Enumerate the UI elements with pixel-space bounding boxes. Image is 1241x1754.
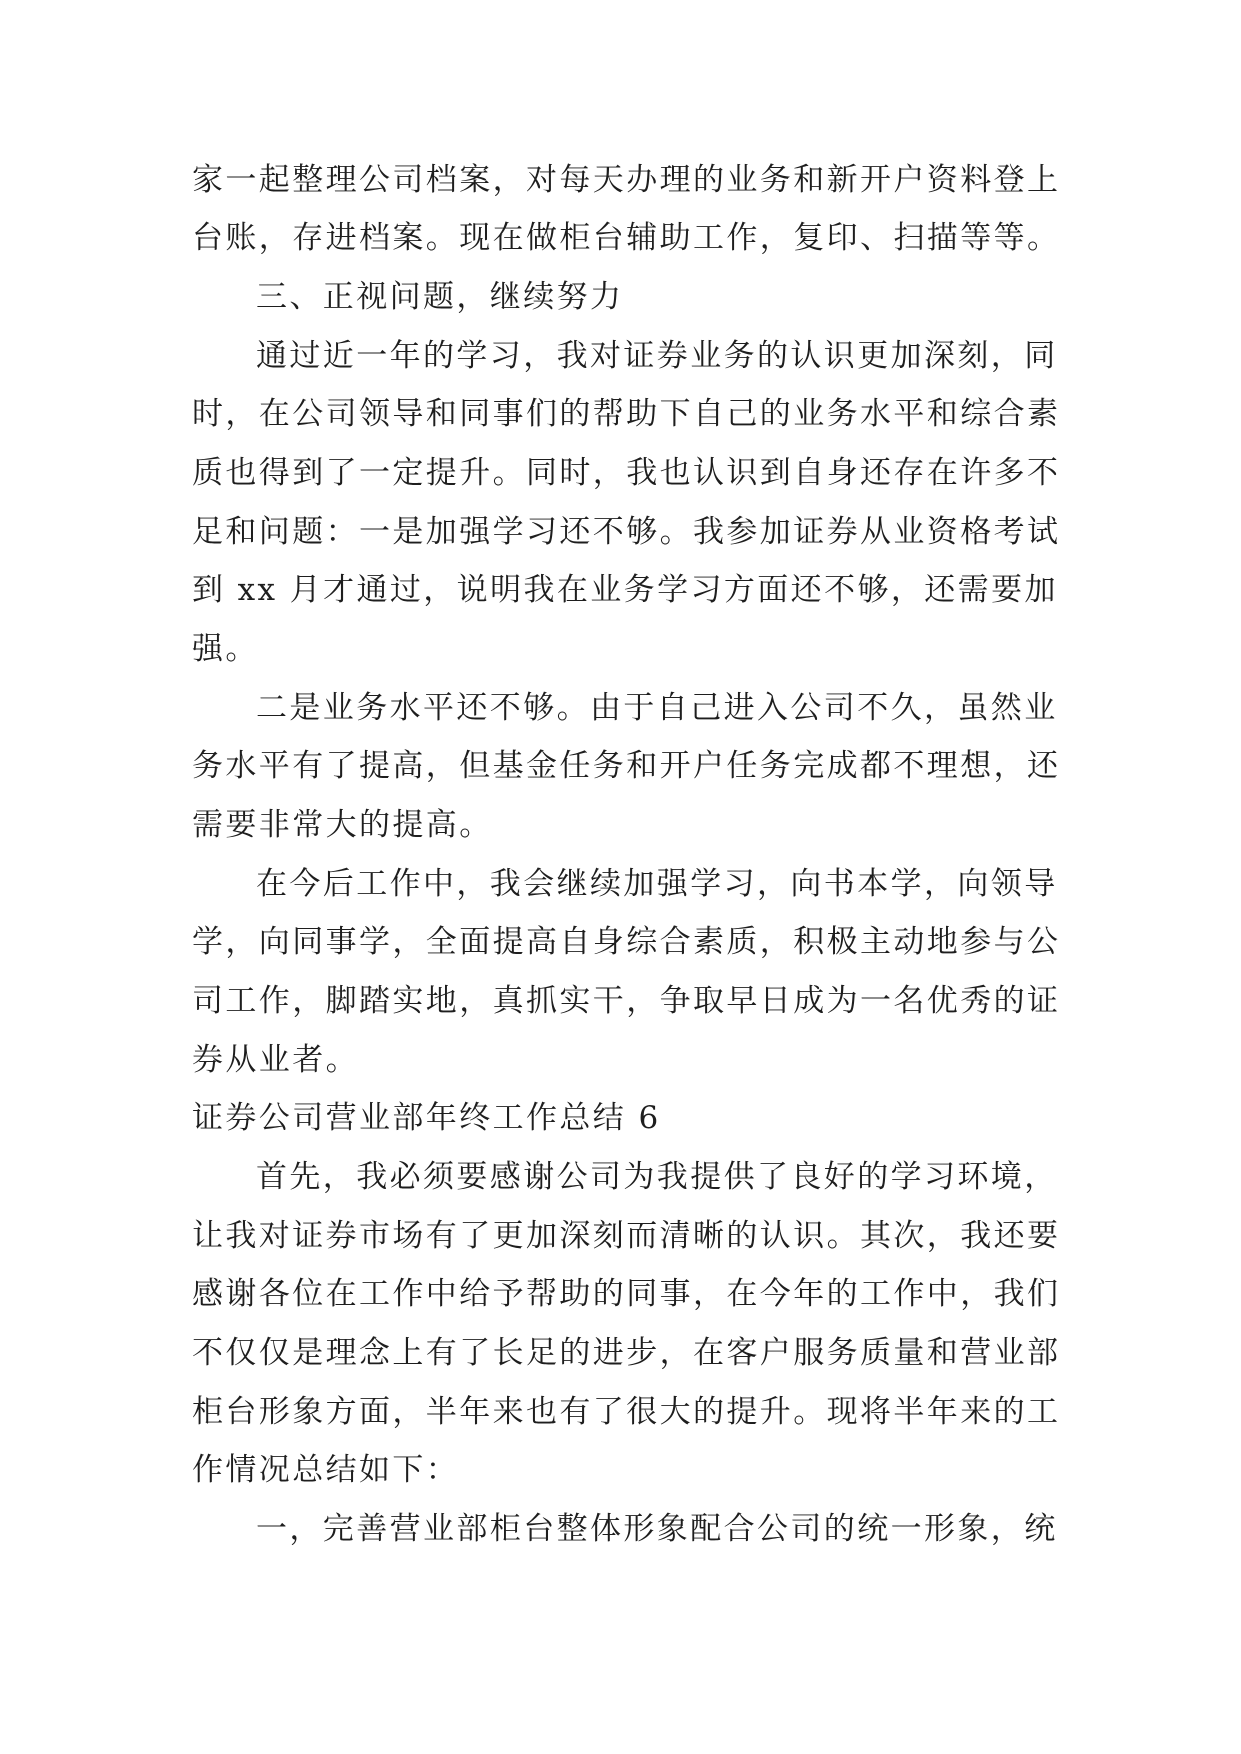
- text-line: 通过近一年的学习，我对证券业务的认识更加深刻，同: [256, 338, 1058, 374]
- text-line: 让我对证券市场有了更加深刻而清晰的认识。其次，我还要: [192, 1218, 1061, 1254]
- text-line: 作情况总结如下：: [192, 1452, 460, 1488]
- document-title: 证券公司营业部年终工作总结 6: [192, 1100, 661, 1136]
- text-line: 足和问题：一是加强学习还不够。我参加证券从业资格考试: [192, 514, 1061, 550]
- text-line: 台账，存进档案。现在做柜台辅助工作，复印、扫描等等。: [192, 220, 1061, 256]
- text-line: 感谢各位在工作中给予帮助的同事，在今年的工作中，我们: [192, 1276, 1061, 1312]
- text-line: 到 xx 月才通过，说明我在业务学习方面还不够，还需要加: [192, 572, 1058, 608]
- text-line: 券从业者。: [192, 1042, 359, 1078]
- text-line: 时，在公司领导和同事们的帮助下自己的业务水平和综合素: [192, 396, 1061, 432]
- text-line: 家一起整理公司档案，对每天办理的业务和新开户资料登上: [192, 162, 1061, 198]
- text-line: 司工作，脚踏实地，真抓实干，争取早日成为一名优秀的证: [192, 983, 1061, 1019]
- text-line: 在今后工作中，我会继续加强学习，向书本学，向领导: [256, 866, 1058, 902]
- text-line: 一，完善营业部柜台整体形象配合公司的统一形象，统: [256, 1511, 1058, 1547]
- text-line: 二是业务水平还不够。由于自己进入公司不久，虽然业: [256, 690, 1058, 726]
- text-line: 首先，我必须要感谢公司为我提供了良好的学习环境，: [256, 1159, 1058, 1195]
- text-line: 学，向同事学，全面提高自身综合素质，积极主动地参与公: [192, 924, 1061, 960]
- text-line: 强。: [192, 631, 259, 667]
- text-line: 不仅仅是理念上有了长足的进步，在客户服务质量和营业部: [192, 1335, 1061, 1371]
- section-heading: 三、正视问题，继续努力: [256, 279, 624, 315]
- text-line: 需要非常大的提高。: [192, 807, 493, 843]
- text-line: 柜台形象方面，半年来也有了很大的提升。现将半年来的工: [192, 1394, 1061, 1430]
- text-line: 质也得到了一定提升。同时，我也认识到自身还存在许多不: [192, 455, 1061, 491]
- text-line: 务水平有了提高，但基金任务和开户任务完成都不理想，还: [192, 748, 1061, 784]
